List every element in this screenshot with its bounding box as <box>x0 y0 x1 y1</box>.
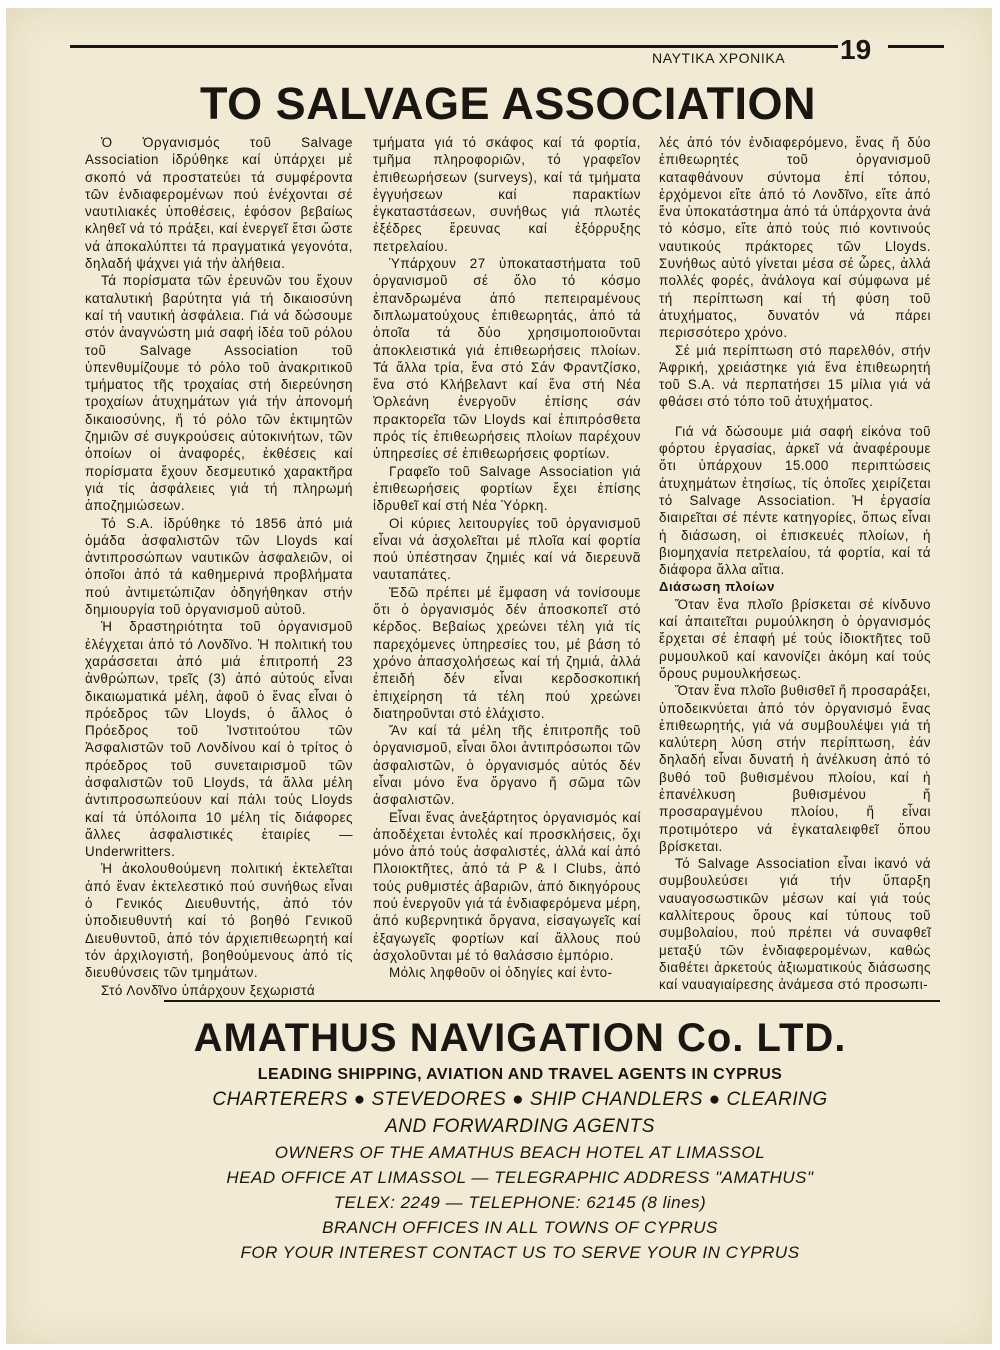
paragraph: Γραφεῖο τοῦ Salvage Association γιά ἐπιθεωρήσεις φορτίων ἔχει ἐπίσης ἱδρυθεῖ καί στή Νέα Ὑόρκη. <box>373 463 641 514</box>
paragraph: Ὑπάρχουν 27 ὑποκαταστήματα τοῦ ὀργανισμοῦ σέ ὅλο τό κόσμο ἐπανδρωμένα ἀπό πεπειραμένους διπλωματούχους ἐπιθεωρητάς, ἀπό τά ὁποῖα τά δύο χρησιμοποιοῦνται ἀποκλειστικά γιά ἐπιθεωρήσεις πλοίων. Τά ἄλλα τρία, ἕνα στό Σάν Φραντζίσκο, ἕνα στό Κλήβελαντ καί ἕνα στή Νέα Ὀρλεάνη ἐνεργοῦν ἐπίσης σάν πρακτορεῖα τῶν Lloyds καί ἐπιπρόσθετα πρός τίς ἐπιθεωρήσεις πλοίων παρέχουν ὑπηρεσίες σέ ἐπιθεωρήσεις φορτίων. <box>373 256 641 462</box>
article-column-2 <box>373 134 641 982</box>
paragraph: Ἡ ἀκολουθούμενη πολιτική ἐκτελεῖται ἀπό ἕναν ἐκτελεστικό πού συνήθως εἶναι ὁ Γενικός Διευθυντής, ἀπό τόν ὑποδιευθυντή καί τό βοηθό Γενικοῦ Διευθυντοῦ, ἀπό τόν ἀρχιεπιθεωρητή καί τόν ἀρχιλογιστή, βοηθούμενους ἀπό τίς διευθύνσεις τῶν τμημάτων. <box>85 861 353 981</box>
ad-company-name: AMATHUS NAVIGATION Co. LTD. <box>193 1016 847 1060</box>
paragraph: Οἱ κύριες λειτουργίες τοῦ ὀργανισμοῦ εἶναι νά ἀσχολεῖται μέ πλοῖα καί φορτία πού ὑπέστησαν ζημιές καί νά διερευνᾶ ναυταπάτες. <box>373 515 641 583</box>
ad-hotel: OWNERS OF THE AMATHUS BEACH HOTEL AT LIMASSOL <box>274 1143 766 1162</box>
ad-branches: BRANCH OFFICES IN ALL TOWNS OF CYPRUS <box>322 1218 718 1237</box>
ad-contact: TELEX: 2249 — TELEPHONE: 62145 (8 lines) <box>333 1193 707 1212</box>
paragraph: τμήματα γιά τό σκάφος καί τά φορτία, τμῆμα πληροφοριῶν, τό γραφεῖον ἐπιθεωρήσεων (surveys), καί τά τμήματα ἐγγυήσεων καί παρακτίων ἐγκαταστάσεων, συνήθως γιά πλωτές ἐξέδρες ἔρευνας καί ἐξόρρυξης πετρελαίου. <box>373 135 641 254</box>
article-column-3 <box>659 134 931 994</box>
advertisement-divider <box>164 1000 940 1002</box>
paragraph: Μόλις ληφθοῦν οἱ ὁδηγίες καί ἐντο- <box>389 965 613 981</box>
paragraph: Γιά νά δώσουμε μιά σαφή εἰκόνα τοῦ φόρτου ἐργασίας, ἀρκεῖ νά ἀναφέρουμε ὅτι ὑπάρχουν 15.000 περιπτώσεις ἀτυχημάτων ἐτησίως, τίς ὁποῖες χειρίζεται τό Salvage Association. Ἡ ἐργασία διαιρεῖται σέ πέντε κατηγορίες, ὅπως εἶναι ἡ διάσωση, οἱ ἐπισκευές πλοίων, ἡ βιομηχανία πετρελαίου, τά φορτία, καί τά διάφορα ἄλλα αἴτια. <box>659 423 931 578</box>
advertisement <box>140 1004 900 1265</box>
article-column-1 <box>85 134 353 999</box>
paragraph: λές ἀπό τόν ἐνδιαφερόμενο, ἕνας ἤ δύο ἐπιθεωρητές τοῦ ὀργανισμοῦ καταφθάνουν σύντομα ἐπί τόπου, ἐρχόμενοι εἴτε ἀπό τό Λονδῖνο, εἴτε ἀπό ἕνα ὑποκατάστημα ἀπό τά ὑπάρχοντα ἀνά τό κόσμο, εἴτε ἀπό τούς πιό κοντινούς ναυτικούς πράκτορες τῶν Lloyds. Συνήθως αὐτό γίνεται μέσα σέ ὧρες, ἀλλά πολλές φορές, ἀνάλογα καί σύμφωνα μέ τή περίπτωση καί τή φύση τοῦ ἀτυχήματος, δυνατόν νά πάρει περισσότερο χρόνο. <box>659 135 931 341</box>
paragraph: Στό Λονδῖνο ὑπάρχουν ξεχωριστά <box>101 982 316 998</box>
paragraph: Ἡ δραστηριότητα τοῦ ὀργανισμοῦ ἐλέγχεται ἀπό τό Λονδῖνο. Ἡ πολιτική του χαράσσεται ἀπό μιά ἐπιτροπή 23 ἀνθρώπων, τρεῖς (3) ἀπό αὐτούς εἶναι δικαιωματικά μέλη, ἀφοῦ ὁ ἕνας εἶναι ὁ πρόεδρος τῶν Lloyds, ὁ ἄλλος ὁ Πρόεδρος τοῦ Ἰνστιτούτου τῶν Ἀσφαλιστῶν τοῦ Λονδίνου καί ὁ τρίτος ὁ πρόεδρος τοῦ συνεταιρισμοῦ τῶν ἀσφαλιστῶν τοῦ Lloyds, τά ἄλλα μέλη ἀντιπροσωπεύουν καί πάλι τούς Lloyds καί τά ὑπόλοιπα 10 μέλη τίς διάφορες ἄλλες ἀσφαλιστικές ἑταιρίες — Underwritters. <box>85 619 353 860</box>
paragraph: Εἶναι ἕνας ἀνεξάρτητος ὀργανισμός καί ἀποδέχεται ἐντολές καί προσκλήσεις, ὄχι μόνο ἀπό τούς ἀσφαλιστές, ἀλλά καί ἀπό Πλοιοκτῆτες, ἀπό τά P & I Clubs, ἀπό τούς ρυθμιστές ἀβαριῶν, ἀπό δικηγόρους πού ἐνεργοῦν γιά τά ἐνδιαφερόμενα μέρη, ἀπό κυβερνητικά ὄργανα, εἰσαγωγεῖς καί ἐξαγωγεῖς φορτίων καί ἄλλους πού ἀσχολοῦνται μέ τό θαλάσσιο ἐμπόριο. <box>373 809 641 963</box>
paragraph: Τό S.A. ἱδρύθηκε τό 1856 ἀπό μιά ὁμάδα ἀσφαλιστῶν τῶν Lloyds καί ἀντιπροσώπων ναυτικῶν ἀσφαλειῶν, οἱ ὁποῖοι ἀπό τά καθημερινά προβλήματα πού ἀντιμετώπιζαν ὁδηγήθηκαν στήν δημιουργία τοῦ ὀργανισμοῦ αὐτοῦ. <box>85 515 353 618</box>
header-rule-left <box>70 45 838 48</box>
ad-services-cont: AND FORWARDING AGENTS <box>385 1116 655 1137</box>
page-number: 19 <box>840 34 872 65</box>
header-rule-right <box>888 45 944 48</box>
article-title: TO SALVAGE ASSOCIATION <box>200 78 817 129</box>
magazine-name: ΝΑΥΤΙΚΑ ΧΡΟΝΙΚΑ <box>652 50 786 66</box>
ad-services: CHARTERERS ● STEVEDORES ● SHIP CHANDLERS ● CLEARING <box>212 1089 828 1110</box>
paragraph: Τά πορίσματα τῶν ἐρευνῶν του ἔχουν καταλυτική βαρύτητα γιά τή δικαιοσύνη καί τή ναυτική ἀσφάλεια. Γιά νά δώσουμε στόν ἀναγνώστη μιά σαφή ἰδέα τοῦ ρόλου τοῦ Salvage Association τοῦ ὑπενθυμίζουμε τό ρόλο τοῦ ἀνακριτικοῦ τμήματος τῆς τροχαίας στή διερεύνηση τροχαίων ἀτυχημάτων γιά τήν ἀπονομή δικαιοσύνης, ἤ τό ρόλο τῶν ἐκτιμητῶν ζημιῶν σέ συγκρούσεις αὐτοκινήτων, τῶν ὁποίων οἱ ἀναφορές, ἐκθέσεις καί πορίσματα ἔχουν δεσμευτικό χαρακτῆρα γιά τίς ἀσφάλειες γιά τή πληρωμή ἀποζημιώσεων. <box>85 273 353 514</box>
paragraph: Σέ μιά περίπτωση στό παρελθόν, στήν Ἀφρική, χρειάστηκε γιά ἕνα ἐπιθεωρητή τοῦ S.A. νά περπατήσει 15 μίλια γιά νά φθάσει στό τόπο τοῦ ἀτυχήματος. <box>659 342 931 410</box>
ad-closing: FOR YOUR INTEREST CONTACT US TO SERVE YOUR IN CYPRUS <box>240 1243 800 1262</box>
paragraph: Ὁ Ὀργανισμός τοῦ Salvage Association ἱδρύθηκε καί ὑπάρχει μέ σκοπό νά προστατεύει τά συμφέροντα τῶν ἐνδιαφερομένων πού ἐνέχονται σέ ναυτιλιακές ὑποθέσεις, ἐφόσον βεβαίως κληθεῖ νά τό πράξει, καί ἐνεργεῖ ἔτσι ὥστε νά ἀποκαλύπτει τά πραγματικά γεγονότα, δηλαδή ψάχνει γιά τήν ἀλήθεια. <box>85 135 353 272</box>
ad-head-office: HEAD OFFICE AT LIMASSOL — TELEGRAPHIC ADDRESS "AMATHUS" <box>226 1168 814 1187</box>
paragraph: Ἐδῶ πρέπει μέ ἔμφαση νά τονίσουμε ὅτι ὁ ὀργανισμός δέν ἀποσκοπεῖ στό κέρδος. Βεβαίως χρεώνει τέλη γιά τίς παρεχόμενες ὑπηρεσίες του, μέ βάση τό χρόνο ἀπασχολήσεως καί τή ζημιά, ἀλλά ἐπειδή δέν εἶναι κερδοσκοπική ἐπιχείρηση τά τέλη πού χρεώνει διατηροῦνται στό ἐλάχιστο. <box>373 584 641 721</box>
paragraph: Ὅταν ἕνα πλοῖο βυθισθεῖ ἤ προσαράξει, ὑποδεικνύεται ἀπό τόν ὀργανισμό ἕνας ἐπιθεωρητής, γιά νά συμβουλέψει γιά τή καλύτερη λύση στήν περίπτωση, ἐάν δηλαδή εἶναι δυνατή ἡ ἀνέλκυση ἀπό τό βυθό τοῦ βυθισμένου πλοίου, καί ἡ ἐπανέλκυση βυθισμένου ἤ προσαραγμένου πλοίου, ἤ εἶναι προτιμότερο νά ἐγκαταλειφθεῖ ὅπου βρίσκεται. <box>659 683 931 854</box>
section-subheading: Διάσωση πλοίων <box>659 579 775 595</box>
paragraph: Τό Salvage Association εἶναι ἱκανό νά συμβουλεύσει γιά τήν ὕπαρξη ναυαγοσωστικῶν μέσων καί γιά τούς καλλίτερους ὅρους καί τύπους τοῦ συμβολαίου, πού πρέπει νά συναφθεῖ μεταξύ τῶν ἐνδιαφερομένων, καθώς διαθέτει ἀρκετούς ἀξιωματικούς διάσωσης καί ναυαγιαίρεσης ἀνάμεσα στό προσωπι- <box>659 856 931 993</box>
paragraph: Ὅταν ἕνα πλοῖο βρίσκεται σέ κίνδυνο καί ἀπαιτεῖται ρυμούλκηση ὁ ὀργανισμός ἔρχεται σέ ἐπαφή μέ τούς ἰδιοκτῆτες τοῦ ρυμουλκοῦ καί κανονίζει ἀκόμη καί τούς ὅρους ρυμουλκήσεως. <box>659 596 931 681</box>
ad-tagline: LEADING SHIPPING, AVIATION AND TRAVEL AGENTS IN CYPRUS <box>257 1066 783 1083</box>
paragraph: Ἄν καί τά μέλη τῆς ἐπιτροπῆς τοῦ ὀργανισμοῦ, εἶναι ὅλοι ἀντιπρόσωποι τῶν ἀσφαλιστῶν, ὁ ὀργανισμός αὐτός δέν εἶναι μόνο ἕνα ὄργανο ἤ σῶμα τῶν ἀσφαλιστῶν. <box>373 723 641 808</box>
